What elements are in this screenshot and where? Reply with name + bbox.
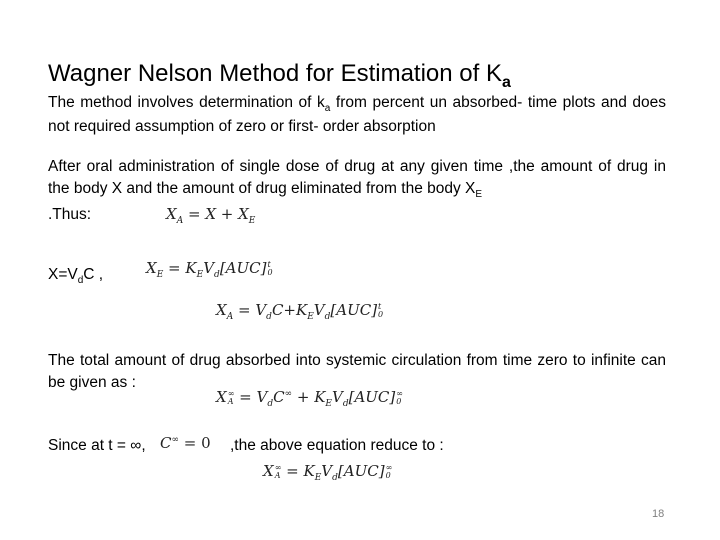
eq5-c-sup: ∞: [171, 435, 179, 445]
eq2-limit-top: t: [267, 260, 271, 269]
eq4-lhs-scripts: [228, 390, 235, 406]
eq6-lhs: X: [263, 462, 274, 480]
eq2-limit-bottom: 0: [267, 268, 273, 277]
eq6-k: K: [303, 462, 315, 480]
eq3-v2-sub: d: [324, 312, 331, 322]
eq6-lhs-scripts: [275, 464, 282, 480]
xvd-text: X=V: [48, 266, 78, 283]
eq3-limit-top: t: [378, 302, 382, 311]
eq4-limits: [396, 390, 403, 406]
eq4-c-sup: ∞: [284, 389, 293, 399]
eq4-auc: [AUC]: [348, 388, 396, 406]
eq2-lhs: X: [146, 259, 157, 277]
eq3-v: V: [255, 301, 267, 319]
eq2-k-sub: E: [196, 270, 204, 280]
since-statement: [48, 437, 444, 455]
eq2-v: V: [203, 259, 215, 277]
since-text: Since at t = ∞,: [48, 437, 146, 454]
eq2-limits: [267, 261, 272, 277]
eq4-equals: =: [239, 388, 252, 406]
eq2-equals: =: [168, 259, 181, 277]
xvd-text-end: C ,: [83, 266, 104, 283]
eq1-rhs: X + X: [205, 205, 249, 223]
para2-subscript: E: [475, 189, 483, 200]
eq3-limits: [378, 303, 383, 319]
eq4-v-sub: d: [267, 399, 274, 409]
eq6-auc: [AUC]: [337, 462, 385, 480]
eq4-plus-k: + K: [296, 388, 326, 406]
para1-subscript: a: [324, 103, 331, 114]
paragraph-total-absorbed: The total amount of drug absorbed into systemic circulation from time zero to infinite can be given as :: [48, 352, 666, 391]
eq4-v: V: [256, 388, 268, 406]
eq3-v-sub: d: [266, 312, 272, 322]
eq4-lhs-sub: A: [227, 397, 234, 406]
equation-absorbed: [216, 301, 383, 322]
eq4-c: C: [273, 388, 285, 406]
eq6-equals: =: [286, 462, 299, 480]
eq4-v2-sub: d: [342, 399, 349, 409]
eq6-k-sub: E: [314, 473, 322, 483]
eq2-auc: [AUC]: [219, 259, 267, 277]
eq3-k-sub: E: [307, 312, 314, 322]
eq4-limit-top: ∞: [396, 389, 403, 398]
eq1-equals: =: [187, 205, 201, 223]
x-equals-vdc: [48, 266, 103, 284]
eq4-limit-bottom: 0: [396, 397, 402, 406]
eq6-limit-top: ∞: [385, 463, 393, 472]
para1-text-end: from percent un absorbed- time plots and does not required assumption of zero or first- order absorption: [48, 94, 667, 135]
eq5-zero: 0: [201, 434, 211, 452]
eq6-v-sub: d: [332, 473, 338, 483]
title-text: Wagner Nelson Method for Estimation of K: [48, 60, 502, 87]
para2-text: After oral administration of single dose of drug at any given time ,the amount of drug in the body X and the amount of drug eliminated from the body X: [48, 158, 666, 197]
eq4-k-sub: E: [325, 399, 332, 409]
equation-absorbed-infinity: [216, 388, 403, 409]
eq3-auc: [AUC]: [330, 301, 378, 319]
slide-title: [48, 60, 511, 91]
equation-mass-balance: [166, 205, 255, 226]
para1-text: The method involves determination of k: [48, 94, 325, 111]
eq3-equals: =: [237, 301, 251, 319]
eq5-c: C: [160, 434, 172, 452]
eq3-lhs: X: [216, 301, 227, 319]
eq1-rhs-sub: E: [248, 216, 256, 226]
eq1-lhs-sub: A: [176, 216, 184, 226]
eq6-v: V: [321, 462, 333, 480]
eq2-lhs-sub: E: [156, 270, 164, 280]
eq4-v2: V: [332, 388, 343, 406]
equation-eliminated: [146, 259, 273, 280]
eq4-lhs: X: [216, 388, 227, 406]
equation-c-infinity: [160, 434, 211, 452]
eq6-lhs-sup: ∞: [274, 463, 282, 472]
eq3-limit-bottom: 0: [378, 310, 384, 319]
eq3-v2: V: [313, 301, 325, 319]
eq6-limits: [386, 464, 393, 480]
eq4-lhs-sup: ∞: [227, 389, 235, 398]
eq2-v-sub: d: [214, 270, 220, 280]
xvd-subscript: d: [77, 275, 84, 286]
title-subscript: a: [501, 74, 511, 91]
eq5-equals: =: [183, 434, 197, 452]
equation-reduced: [263, 462, 392, 483]
eq2-k: K: [185, 259, 197, 277]
eq6-limit-bottom: 0: [385, 471, 391, 480]
paragraph-method: [48, 92, 666, 138]
eq3-lhs-sub: A: [226, 312, 234, 322]
paragraph-oral-administration: [48, 156, 666, 202]
page-number: 18: [652, 508, 665, 520]
eq3-c: C+K: [271, 301, 308, 319]
since-text-end: ,the above equation reduce to :: [230, 437, 444, 454]
eq1-lhs: X: [166, 205, 177, 223]
eq6-lhs-sub: A: [274, 471, 281, 480]
thus-label: .Thus:: [48, 206, 92, 223]
